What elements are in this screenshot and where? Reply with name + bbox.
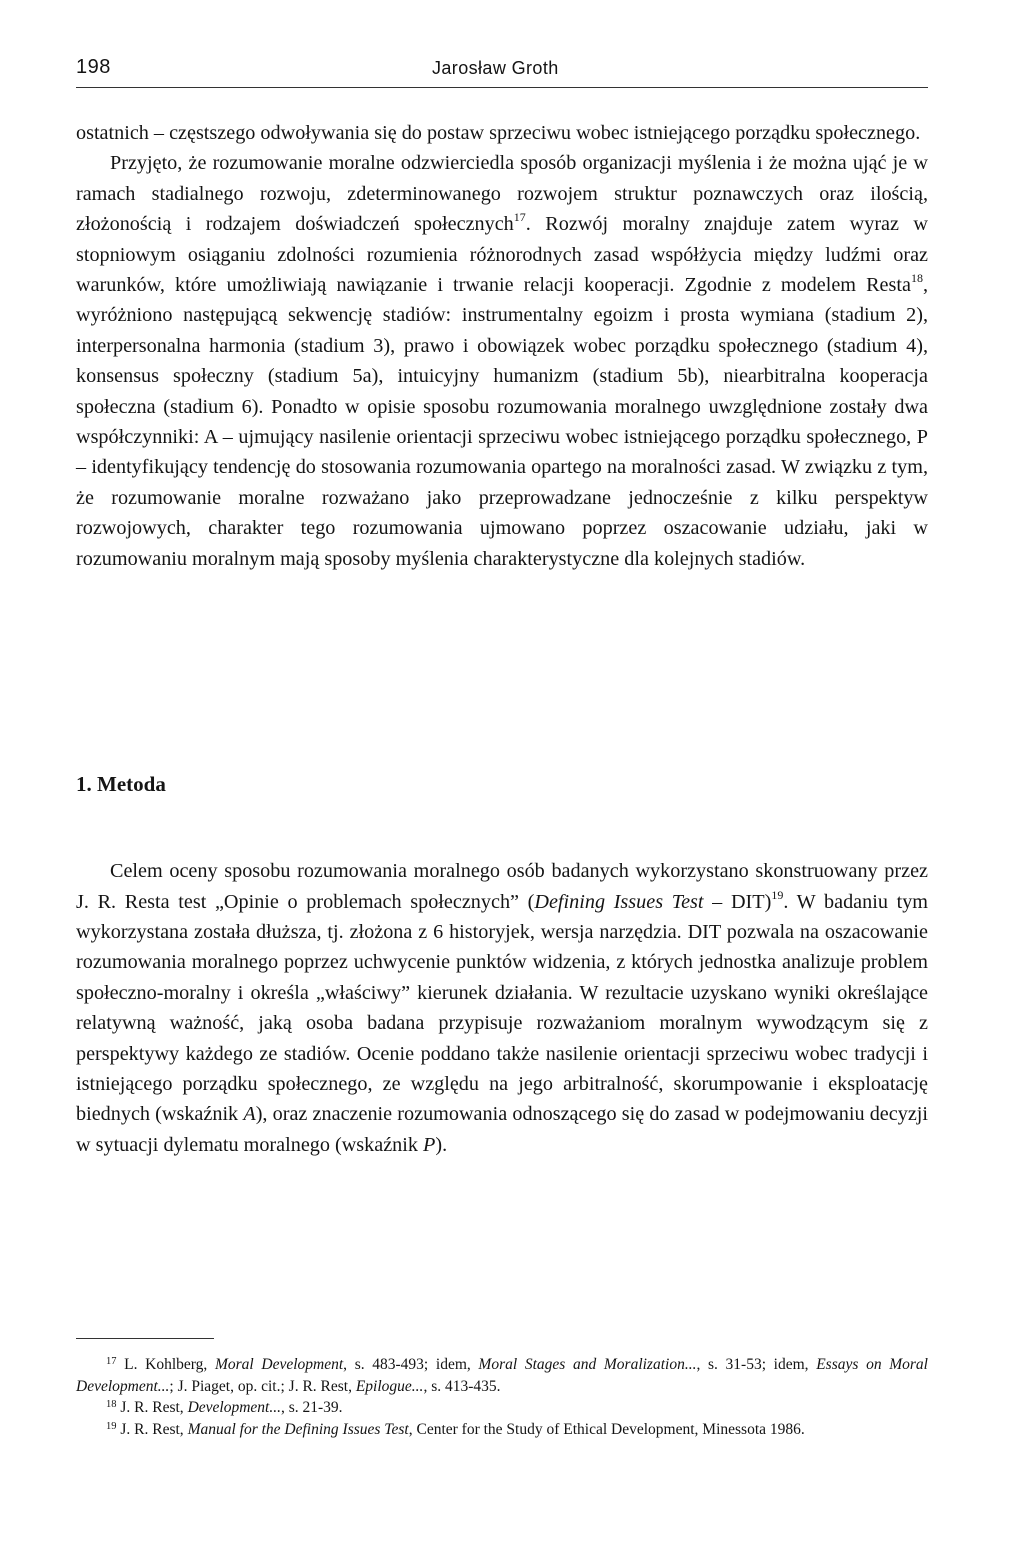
test-title-italic: Defining Issues Test (534, 890, 704, 913)
paragraph-text: – DIT) (703, 890, 772, 913)
footnote-text: L. Kohlberg, (116, 1356, 215, 1373)
paragraph (76, 148, 928, 574)
paragraph-text: . Rozwój moralny znajduje zatem wyraz w stopniowym osiąganiu zdolności rozumienia różnorodnych zasad współżycia między ludźmi oraz warunków, które umożliwiają nawiązanie i trwanie relacji kooperacji. Zgodnie z modelem Resta (76, 213, 928, 297)
footnote-text: J. R. Rest, (116, 1399, 188, 1416)
footnote-text: , s. 413-435. (423, 1377, 501, 1395)
footnote-number: 18 (106, 1399, 117, 1410)
citation-title: Essays on Moral Development... (76, 1356, 928, 1395)
paragraph (76, 118, 928, 148)
header-rule (76, 87, 928, 88)
page-number: 198 (76, 56, 111, 78)
citation-title: Manual for the Defining Issues Test (187, 1420, 409, 1438)
page-header (76, 56, 928, 86)
citation-title: Development... (187, 1399, 281, 1416)
footnote-text: , s. 31-53; idem, (696, 1356, 817, 1373)
paragraph (76, 856, 928, 1160)
footnote-ref[interactable]: 17 (513, 210, 526, 225)
footnote-text: , Center for the Study of Ethical Development, Minessota 1986. (408, 1420, 805, 1438)
footnote-ref[interactable]: 19 (771, 887, 784, 902)
running-head-author: Jarosław Groth (432, 58, 559, 78)
paragraph-text: . W badaniu tym wykorzystana została dłuższa, tj. złożona z 6 historyjek, wersja narzędzia. DIT pozwala na oszacowanie rozumowania moralnego poprzez uchwycenie punktów widzenia, z których jednostka analizuje problem społeczno-moralny i określa „właściwy” kierunek działania. W rezultacie uzyskano wyniki określające relatywną ważność, jaką osoba badana przypisuje rozważaniom moralnym wywodzącym się z perspektywy każdego ze stadiów. Ocenie poddano także nasilenie orientacji sprzeciwu wobec tradycji i istniejącego porządku społecznego, ze względu na jego arbitralność, skorumpowanie i eksploatację biednych (wskaźnik (76, 890, 928, 1126)
index-p-italic: P (423, 1133, 436, 1156)
footnote-text: , s. 483-493; idem, (343, 1356, 479, 1373)
footnote-number: 17 (106, 1356, 117, 1367)
citation-title: Moral Development (214, 1356, 344, 1373)
paragraph-text: Przyjęto, że rozumowanie moralne odzwierciedla sposób organizacji myślenia i że można ująć je w ramach stadialnego rozwoju, zdeterminowanego rozwojem struktur poznawczych oraz ilością, złożonością i rodzajem doświadczeń społecznych (76, 152, 928, 236)
footnote-17 (76, 1354, 928, 1397)
citation-title: Epilogue... (355, 1377, 424, 1395)
paragraph-text: ostatnich – częstszego odwoływania się do postaw sprzeciwu wobec istniejącego porządku społecznego. (76, 122, 921, 144)
footnote-ref[interactable]: 18 (910, 271, 923, 286)
citation-title: Moral Stages and Moralization... (478, 1356, 697, 1373)
footnote-text: ; J. Piaget, op. cit.; J. R. Rest, (169, 1377, 356, 1395)
footnotes (76, 1354, 928, 1440)
footnote-18 (76, 1397, 928, 1419)
section-heading: 1. Metoda (76, 772, 166, 796)
section-text (76, 836, 928, 1180)
footnote-rule (76, 1338, 214, 1339)
footnote-text: J. R. Rest, (116, 1420, 188, 1438)
paragraph-text: Celem oceny sposobu rozumowania moralnego osób badanych wykorzystano skonstruowany przez J. R. Resta test „Opinie o problemach społecznych” ( (76, 860, 928, 913)
paragraph-text: ). (435, 1133, 448, 1156)
footnote-19 (76, 1419, 928, 1441)
paragraph-text: ), oraz znaczenie rozumowania odnoszącego się do zasad w podejmowaniu decyzji w sytuacji dylematu moralnego (wskaźnik (76, 1103, 929, 1156)
main-text (76, 118, 928, 574)
index-a-italic: A (243, 1103, 256, 1126)
footnote-text: , s. 21-39. (280, 1399, 343, 1416)
footnote-number: 19 (106, 1420, 117, 1432)
paragraph-text: , wyróżniono następującą sekwencję stadiów: instrumentalny egoizm i prosta wymiana (stadium 2), interpersonalna harmonia (stadium 3), prawo i obowiązek wobec porządku społecznego (stadium 4), konsensus społeczny (stadium 5a), intuicyjny humanizm (stadium 5b), niearbitralna kooperacja społeczna (stadium 6). Ponadto w opisie sposobu rozumowania moralnego uwzględnione zostały dwa współczynniki: A – ujmujący nasilenie orientacji sprzeciwu wobec istniejącego porządku społecznego, P – identyfikujący tendencję do stosowania rozumowania opartego na moralności zasad. W związku z tym, że rozumowanie moralne rozważano jako przeprowadzane jednocześnie z kilku perspektyw rozwojowych, charakter tego rozumowania ujmowano poprzez oszacowanie udziału, jaki w rozumowaniu moralnym mają sposoby myślenia charakterystyczne dla kolejnych stadiów. (76, 274, 928, 570)
